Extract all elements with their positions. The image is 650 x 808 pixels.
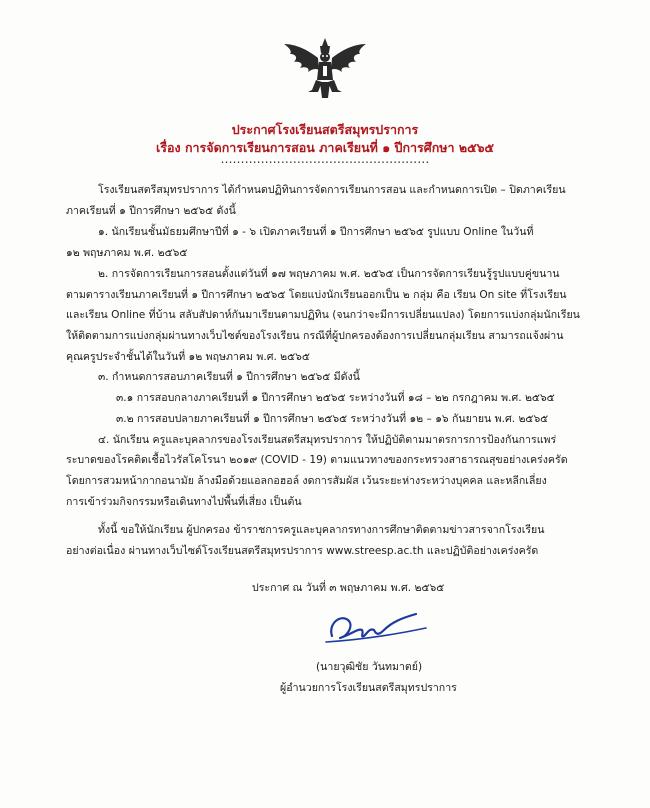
body-line: ๓.๒ การสอบปลายภาคเรียนที่ ๑ ปีการศึกษา ๒๕๖๕ ระหว่างวันที่ ๑๒ – ๑๖ กันยายน พ.ศ. ๒๕๖๕ [116, 413, 549, 425]
body-line: และเรียน Online ที่บ้าน สลับสัปดาห์กันมาเรียนตามปฏิทิน (จนกว่าจะมีการเปลี่ยนแปลง) โดยการแบ่งกลุ่มนักเรียน [66, 309, 580, 321]
body-line: ให้ติดตามการแบ่งกลุ่มผ่านทางเว็บไซต์ของโรงเรียน กรณีที่ผู้ปกครองต้องการเปลี่ยนกลุ่มเรียน สามารถแจ้งผ่าน [66, 330, 564, 342]
body-line: การเข้าร่วมกิจกรรมหรือเดินทางไปพื้นที่เสี่ยง เป็นต้น [66, 496, 302, 508]
body-line: โดยการสวมหน้ากากอนามัย ล้างมือด้วยแอลกอฮอล์ งดการสัมผัส เว้นระยะห่างระหว่างบุคคล และหลีกเลี่ยง [66, 475, 547, 487]
handwritten-signature-icon [318, 606, 438, 652]
signer-position: ผู้อำนวยการโรงเรียนสตรีสมุทรปราการ [280, 682, 457, 694]
garuda-emblem-icon [282, 36, 368, 100]
body-line: ระบาดของโรคติดเชื้อไวรัสโคโรนา ๒๐๑๙ (COVID - 19) ตามแนวทางของกระทรวงสาธารณสุขอย่างเคร่งครัด [66, 454, 568, 466]
body-line: ๓.๑ การสอบกลางภาคเรียนที่ ๑ ปีการศึกษา ๒๕๖๕ ระหว่างวันที่ ๑๘ – ๒๒ กรกฎาคม พ.ศ. ๒๕๖๕ [116, 392, 555, 404]
body-line: ๔. นักเรียน ครูและบุคลากรของโรงเรียนสตรีสมุทรปราการ ให้ปฏิบัติตามมาตรการการป้องกันการแพร่ [98, 434, 557, 446]
body-line: คุณครูประจำชั้นได้ในวันที่ ๑๒ พฤษภาคม พ.ศ. ๒๕๖๕ [66, 351, 310, 363]
body-line: ภาคเรียนที่ ๑ ปีการศึกษา ๒๕๖๕ ดังนี้ [66, 205, 236, 217]
title-separator: .................................................... [220, 152, 430, 166]
document-subject: เรื่อง การจัดการเรียนการสอน ภาคเรียนที่ ๑ ปีการศึกษา ๒๕๖๕ [156, 140, 494, 155]
body-line: โรงเรียนสตรีสมุทรปราการ ได้กำหนดปฏิทินการจัดการเรียนการสอน และกำหนดการเปิด – ปิดภาคเรียน [98, 184, 566, 196]
signer-name: (นายวุฒิชัย วันทมาตย์) [316, 661, 423, 673]
body-line: ๑. นักเรียนชั้นมัธยมศึกษาปีที่ ๑ - ๖ เปิดภาคเรียนที่ ๑ ปีการศึกษา ๒๕๖๕ รูปแบบ Online ในวันที่ [98, 226, 534, 238]
body-line: ทั้งนี้ ขอให้นักเรียน ผู้ปกครอง ข้าราชการครูและบุคลากรทางการศึกษาติดตามข่าวสารจากโรงเรียน [98, 524, 545, 536]
body-line: ๒. การจัดการเรียนการสอนตั้งแต่วันที่ ๑๗ พฤษภาคม พ.ศ. ๒๕๖๕ เป็นการจัดการเรียนรู้รูปแบบคู่ขนาน [98, 268, 560, 280]
body-line: ๓. กำหนดการสอบภาคเรียนที่ ๑ ปีการศึกษา ๒๕๖๕ มีดังนี้ [98, 371, 360, 383]
body-line: อย่างต่อเนื่อง ผ่านทางเว็บไซต์โรงเรียนสตรีสมุทรปราการ www.streesp.ac.th และปฏิบัติอย่างเคร่งครัด [66, 545, 539, 557]
body-line: ตามตารางเรียนภาคเรียนที่ ๑ ปีการศึกษา ๒๕๖๕ โดยแบ่งนักเรียนออกเป็น ๒ กลุ่ม คือ เรียน On site ที่โรงเรียน [66, 289, 567, 301]
document-title: ประกาศโรงเรียนสตรีสมุทรปราการ [231, 122, 419, 137]
announcement-date: ประกาศ ณ วันที่ ๓ พฤษภาคม พ.ศ. ๒๕๖๕ [252, 582, 445, 594]
body-line: ๑๒ พฤษภาคม พ.ศ. ๒๕๖๕ [66, 247, 188, 259]
